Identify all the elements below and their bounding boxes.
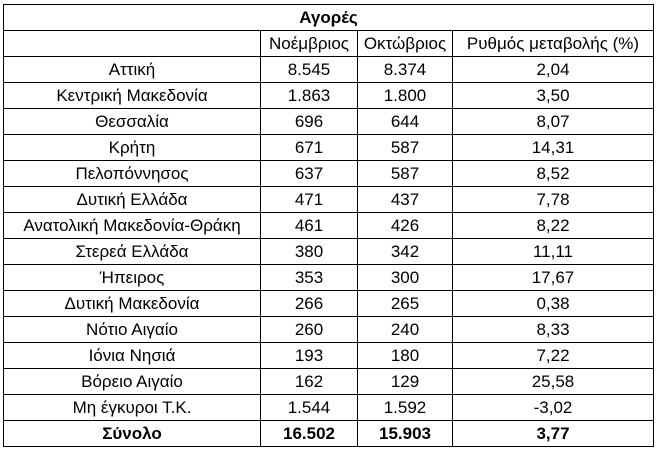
- october-cell[interactable]: 1.592: [358, 395, 453, 421]
- region-cell[interactable]: Βόρειο Αιγαίο: [4, 369, 261, 395]
- october-cell[interactable]: 644: [358, 109, 453, 135]
- region-cell[interactable]: Νότιο Αιγαίο: [4, 317, 261, 343]
- october-cell[interactable]: 129: [358, 369, 453, 395]
- region-cell[interactable]: Ήπειρος: [4, 265, 261, 291]
- october-cell[interactable]: 265: [358, 291, 453, 317]
- change-rate-cell[interactable]: 3,50: [453, 83, 654, 109]
- header-cell-change-rate[interactable]: Ρυθμός μεταβολής (%): [453, 31, 654, 57]
- region-cell[interactable]: Στερεά Ελλάδα: [4, 239, 261, 265]
- november-cell[interactable]: 162: [261, 369, 358, 395]
- october-cell[interactable]: 8.374: [358, 57, 453, 83]
- november-cell[interactable]: 461: [261, 213, 358, 239]
- october-cell[interactable]: 342: [358, 239, 453, 265]
- region-cell[interactable]: Αττική: [4, 57, 261, 83]
- november-cell[interactable]: 260: [261, 317, 358, 343]
- title-row: [4, 5, 654, 31]
- region-cell[interactable]: Δυτική Ελλάδα: [4, 187, 261, 213]
- november-cell[interactable]: 380: [261, 239, 358, 265]
- change-rate-cell[interactable]: 0,38: [453, 291, 654, 317]
- october-cell[interactable]: 587: [358, 135, 453, 161]
- table-row: [4, 109, 654, 135]
- november-cell[interactable]: 696: [261, 109, 358, 135]
- november-cell[interactable]: 266: [261, 291, 358, 317]
- change-rate-cell[interactable]: 7,78: [453, 187, 654, 213]
- november-cell[interactable]: 637: [261, 161, 358, 187]
- table-title[interactable]: Αγορές: [4, 5, 654, 31]
- november-cell[interactable]: 353: [261, 265, 358, 291]
- table-row: [4, 83, 654, 109]
- table-row: [4, 57, 654, 83]
- change-rate-cell[interactable]: 8,33: [453, 317, 654, 343]
- november-cell[interactable]: 193: [261, 343, 358, 369]
- table-row: [4, 317, 654, 343]
- total-region-cell[interactable]: Σύνολο: [4, 421, 261, 447]
- total-change-rate-cell[interactable]: 3,77: [453, 421, 654, 447]
- region-cell[interactable]: Δυτική Μακεδονία: [4, 291, 261, 317]
- region-cell[interactable]: Ανατολική Μακεδονία-Θράκη: [4, 213, 261, 239]
- table-row: [4, 135, 654, 161]
- change-rate-cell[interactable]: 17,67: [453, 265, 654, 291]
- october-cell[interactable]: 240: [358, 317, 453, 343]
- table-row: [4, 291, 654, 317]
- region-cell[interactable]: Κεντρική Μακεδονία: [4, 83, 261, 109]
- table-row: [4, 395, 654, 421]
- october-cell[interactable]: 587: [358, 161, 453, 187]
- october-cell[interactable]: 437: [358, 187, 453, 213]
- october-cell[interactable]: 426: [358, 213, 453, 239]
- october-cell[interactable]: 300: [358, 265, 453, 291]
- header-cell-october[interactable]: Οκτώβριος: [358, 31, 453, 57]
- region-cell[interactable]: Μη έγκυροι Τ.Κ.: [4, 395, 261, 421]
- october-cell[interactable]: 1.800: [358, 83, 453, 109]
- change-rate-cell[interactable]: 11,11: [453, 239, 654, 265]
- purchases-table: [3, 4, 654, 447]
- change-rate-cell[interactable]: 7,22: [453, 343, 654, 369]
- november-cell[interactable]: 1.544: [261, 395, 358, 421]
- november-cell[interactable]: 671: [261, 135, 358, 161]
- table-row: [4, 213, 654, 239]
- table-row: [4, 265, 654, 291]
- region-cell[interactable]: Ιόνια Νησιά: [4, 343, 261, 369]
- table-row: [4, 239, 654, 265]
- total-october-cell[interactable]: 15.903: [358, 421, 453, 447]
- change-rate-cell[interactable]: 8,52: [453, 161, 654, 187]
- table-row: [4, 161, 654, 187]
- header-row: [4, 31, 654, 57]
- change-rate-cell[interactable]: 8,07: [453, 109, 654, 135]
- region-cell[interactable]: Πελοπόννησος: [4, 161, 261, 187]
- change-rate-cell[interactable]: -3,02: [453, 395, 654, 421]
- change-rate-cell[interactable]: 14,31: [453, 135, 654, 161]
- total-november-cell[interactable]: 16.502: [261, 421, 358, 447]
- change-rate-cell[interactable]: 8,22: [453, 213, 654, 239]
- header-cell-november[interactable]: Νοέμβριος: [261, 31, 358, 57]
- table-row: [4, 369, 654, 395]
- november-cell[interactable]: 1.863: [261, 83, 358, 109]
- november-cell[interactable]: 8.545: [261, 57, 358, 83]
- november-cell[interactable]: 471: [261, 187, 358, 213]
- table-row: [4, 187, 654, 213]
- change-rate-cell[interactable]: 2,04: [453, 57, 654, 83]
- total-row: [4, 421, 654, 447]
- header-cell-region[interactable]: [4, 31, 261, 57]
- region-cell[interactable]: Θεσσαλία: [4, 109, 261, 135]
- october-cell[interactable]: 180: [358, 343, 453, 369]
- change-rate-cell[interactable]: 25,58: [453, 369, 654, 395]
- region-cell[interactable]: Κρήτη: [4, 135, 261, 161]
- table-row: [4, 343, 654, 369]
